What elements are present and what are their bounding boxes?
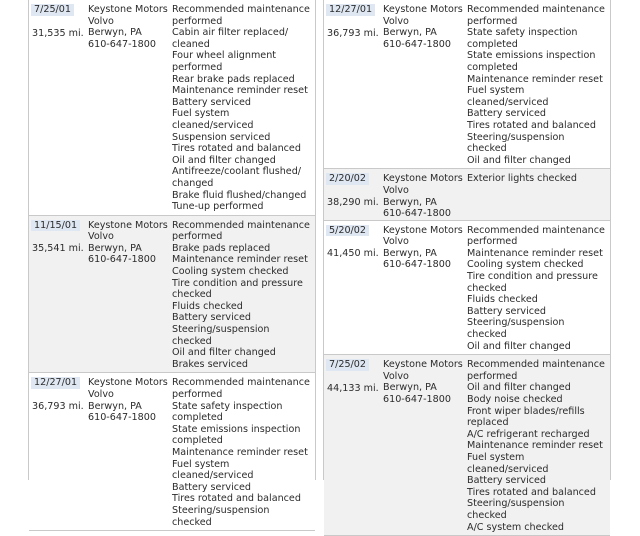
service-item: Battery serviced (172, 312, 252, 324)
dealer-info (85, 373, 170, 530)
service-item: Brake fluid flushed/changed (172, 189, 307, 201)
dealer-brand: Volvo (383, 236, 409, 248)
dealer-name: Keystone Motors (88, 4, 168, 15)
service-item: State safety inspection completed (172, 400, 283, 424)
service-item: Recommended maintenance performed (467, 4, 605, 27)
service-date: 12/27/01 (326, 4, 375, 16)
services-list (170, 216, 315, 373)
service-item: Fluids checked (467, 294, 538, 306)
service-record (324, 355, 610, 536)
services-list (465, 355, 610, 535)
record-date-cell (324, 169, 380, 219)
service-item: Oil and filter changed (172, 154, 276, 166)
right-records-column (323, 0, 611, 533)
services-list (170, 0, 315, 215)
mileage: 41,450 mi. (327, 248, 379, 260)
record-date-cell (324, 221, 380, 355)
service-item: Tires rotated and balanced (467, 486, 596, 498)
service-item: Steering/suspension checked (172, 324, 270, 347)
service-item: Maintenance reminder reset (172, 254, 308, 266)
service-item: Front wiper blades/refills replaced (467, 405, 585, 429)
service-item: Steering/suspension checked (172, 504, 270, 528)
service-record (29, 373, 315, 531)
dealer-brand: Volvo (88, 231, 114, 243)
service-item: Suspension serviced (172, 131, 271, 143)
dealer-phone: 610-647-1800 (88, 254, 156, 266)
service-item: Battery serviced (172, 481, 252, 493)
service-item: Tune-up performed (172, 201, 264, 213)
service-item: Tires rotated and balanced (467, 119, 596, 131)
dealer-brand: Volvo (88, 15, 114, 27)
service-item: Tire condition and pressure checked (172, 277, 303, 301)
record-date-cell (29, 373, 85, 530)
dealer-name: Keystone Motors (383, 173, 463, 185)
dealer-phone: 610-647-1800 (383, 394, 451, 405)
service-item: Battery serviced (467, 108, 547, 120)
service-item: A/C refrigerant recharged (467, 428, 590, 440)
services-list (465, 221, 610, 355)
service-item: Cooling system checked (467, 259, 584, 271)
service-date: 7/25/02 (326, 359, 369, 371)
service-item: Steering/suspension checked (467, 131, 565, 155)
mileage: 31,535 mi. (32, 27, 84, 39)
service-item: Oil and filter changed (172, 347, 276, 359)
dealer-location: Berwyn, PA (88, 27, 142, 39)
dealer-brand: Volvo (383, 184, 409, 196)
service-item: Maintenance reminder reset (172, 85, 308, 97)
mileage: 44,133 mi. (327, 382, 379, 394)
service-item: Steering/suspension checked (467, 498, 565, 521)
service-item: Fuel system cleaned/serviced (172, 458, 254, 482)
service-item: Fuel system cleaned/serviced (172, 108, 254, 131)
service-item: State emissions inspection completed (172, 423, 301, 447)
dealer-location: Berwyn, PA (383, 27, 437, 39)
dealer-name: Keystone Motors (383, 224, 463, 236)
service-item: Recommended maintenance performed (172, 377, 310, 400)
service-record (324, 221, 610, 356)
dealer-name: Keystone Motors (88, 377, 168, 389)
service-item: Antifreeze/coolant flushed/ changed (172, 166, 302, 189)
services-list (170, 373, 315, 530)
service-item: Battery serviced (172, 96, 252, 108)
dealer-info (85, 0, 170, 215)
dealer-info (380, 221, 465, 355)
service-item: Four wheel alignment performed (172, 50, 277, 73)
service-item: Recommended maintenance performed (172, 219, 310, 243)
service-item: Maintenance reminder reset (172, 446, 308, 458)
dealer-info (380, 169, 465, 219)
record-date-cell (324, 0, 380, 168)
dealer-brand: Volvo (88, 389, 114, 400)
mileage: 36,793 mi. (32, 401, 84, 412)
service-item: Steering/suspension checked (467, 317, 565, 341)
service-item: State safety inspection completed (467, 27, 578, 50)
dealer-phone: 610-647-1800 (88, 412, 156, 424)
dealer-location: Berwyn, PA (88, 242, 142, 254)
service-item: Recommended maintenance performed (172, 4, 310, 27)
service-record (324, 169, 610, 220)
service-date: 11/15/01 (31, 220, 80, 232)
dealer-name: Keystone Motors (88, 219, 168, 231)
service-item: Cooling system checked (172, 266, 289, 278)
dealer-location: Berwyn, PA (383, 196, 437, 208)
service-item: Oil and filter changed (467, 382, 571, 394)
dealer-brand: Volvo (383, 15, 409, 27)
dealer-info (380, 355, 465, 535)
dealer-location: Berwyn, PA (383, 247, 437, 259)
service-record (29, 216, 315, 374)
dealer-info (85, 216, 170, 373)
service-item: Cabin air filter replaced/ cleaned (172, 27, 289, 50)
service-item: Body noise checked (467, 394, 563, 405)
service-item: Oil and filter changed (467, 154, 571, 166)
dealer-info (380, 0, 465, 168)
dealer-phone: 610-647-1800 (383, 208, 451, 220)
service-item: Brake pads replaced (172, 242, 271, 254)
service-date: 7/25/01 (31, 4, 74, 16)
service-item: Battery serviced (467, 475, 547, 487)
service-date: 2/20/02 (326, 173, 369, 185)
service-item: Oil and filter changed (467, 340, 571, 352)
service-item: Exterior lights checked (467, 173, 577, 185)
service-item: Maintenance reminder reset (467, 440, 603, 452)
dealer-location: Berwyn, PA (88, 400, 142, 412)
record-date-cell (29, 0, 85, 215)
service-item: Fuel system cleaned/serviced (467, 85, 549, 108)
service-record (324, 0, 610, 169)
record-date-cell (29, 216, 85, 373)
dealer-phone: 610-647-1800 (383, 38, 451, 50)
dealer-location: Berwyn, PA (383, 382, 437, 394)
service-item: Tires rotated and balanced (172, 493, 301, 505)
dealer-phone: 610-647-1800 (383, 259, 451, 271)
left-records-column (28, 0, 316, 528)
service-item: Maintenance reminder reset (467, 73, 603, 85)
service-item: A/C system checked (467, 521, 565, 533)
dealer-name: Keystone Motors (383, 4, 463, 15)
service-item: Rear brake pads replaced (172, 73, 295, 85)
service-item: Battery serviced (467, 305, 547, 317)
service-item: Brakes serviced (172, 358, 249, 370)
service-item: Fluids checked (172, 300, 243, 312)
service-item: Tire condition and pressure checked (467, 271, 598, 294)
services-list (465, 169, 610, 219)
service-item: Fuel system cleaned/serviced (467, 451, 549, 475)
mileage: 38,290 mi. (327, 196, 379, 208)
dealer-name: Keystone Motors (383, 359, 463, 371)
service-record (29, 0, 315, 216)
services-list (465, 0, 610, 168)
service-item: State emissions inspection completed (467, 50, 596, 73)
service-date: 12/27/01 (31, 377, 80, 389)
service-item: Recommended maintenance performed (467, 359, 605, 382)
mileage: 36,793 mi. (327, 27, 379, 39)
record-date-cell (324, 355, 380, 535)
service-date: 5/20/02 (326, 225, 369, 237)
dealer-brand: Volvo (383, 370, 409, 382)
service-item: Recommended maintenance performed (467, 224, 605, 248)
dealer-phone: 610-647-1800 (88, 38, 156, 50)
service-item: Maintenance reminder reset (467, 247, 603, 259)
service-item: Tires rotated and balanced (172, 143, 301, 155)
mileage: 35,541 mi. (32, 243, 84, 255)
